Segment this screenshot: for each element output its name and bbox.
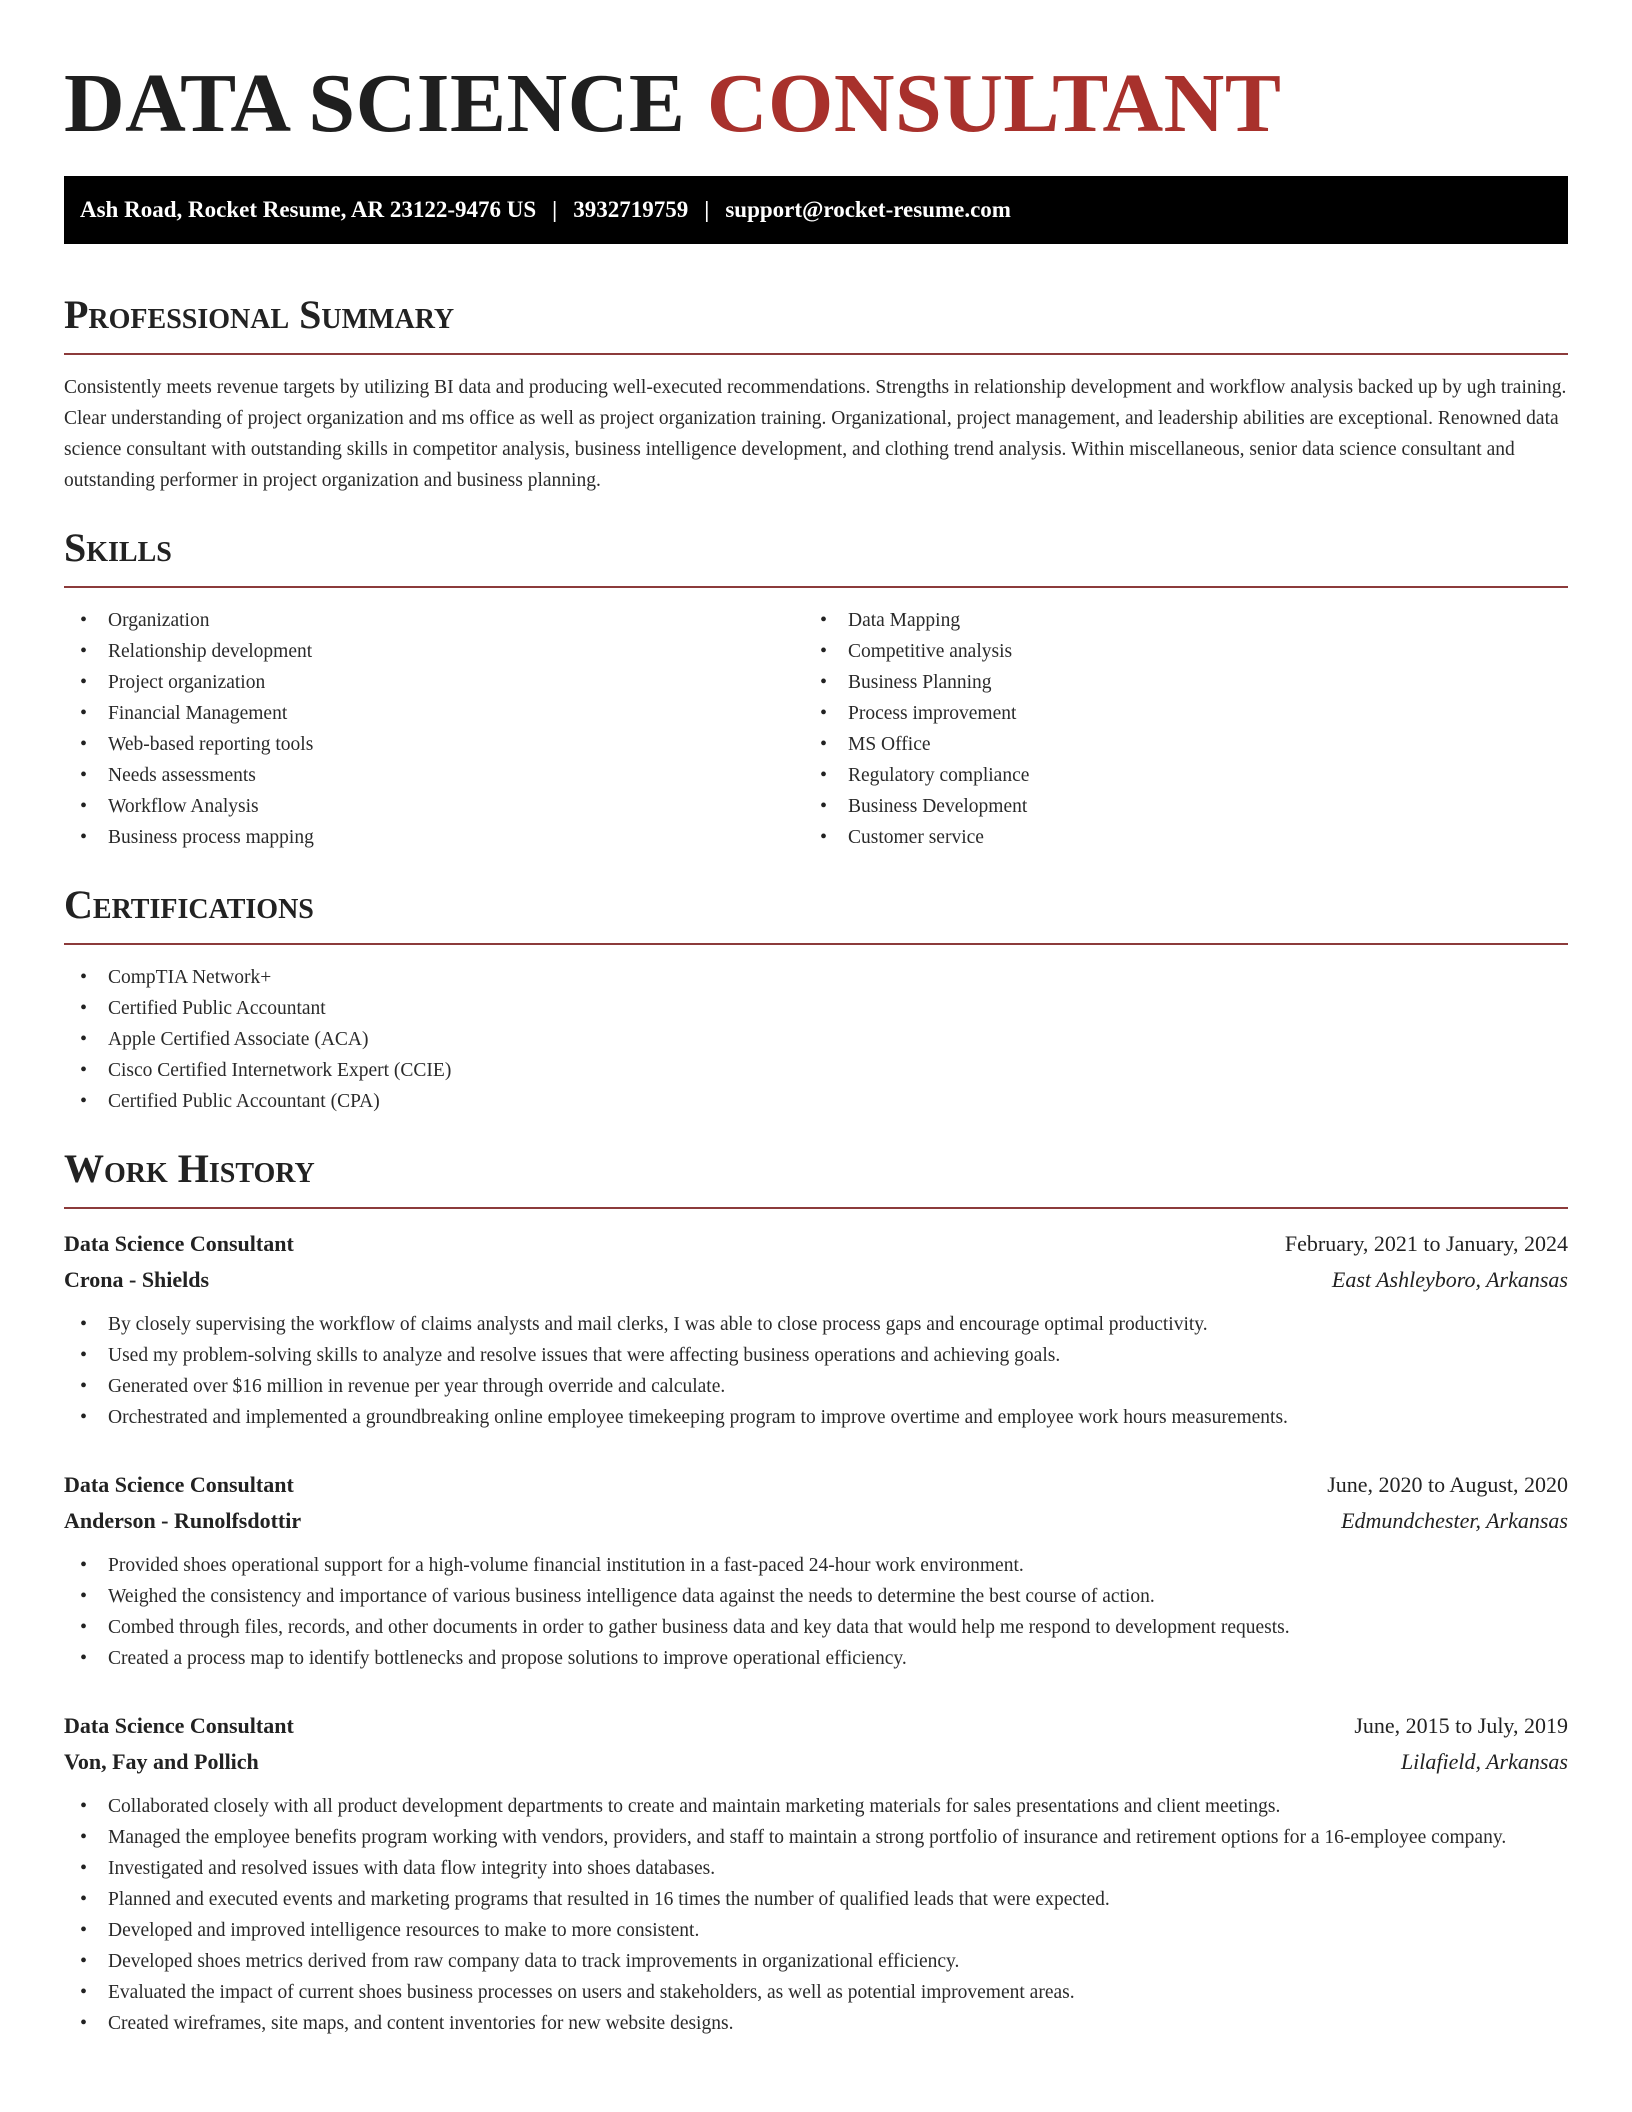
job-bullet: • Planned and executed events and marketing programs that resulted in 16 times the number of qualified leads that were expected.	[64, 1884, 1568, 1915]
skill-item: • Needs assessments	[64, 760, 804, 791]
contact-separator: |	[552, 197, 558, 222]
job-title: Data Science Consultant	[64, 1231, 294, 1256]
job-bullet: • Investigated and resolved issues with data flow integrity into shoes databases.	[64, 1853, 1568, 1884]
skills-columns	[64, 605, 1568, 853]
summary-heading: Professional Summary	[64, 292, 455, 337]
resume-name-heading	[64, 0, 1568, 150]
job-dates: February, 2021 to January, 2024	[1284, 1231, 1568, 1256]
job-bullet: • Orchestrated and implemented a groundbreaking online employee timekeeping program to improve overtime and employee work hours measurements.	[64, 1402, 1568, 1433]
job-dates: June, 2015 to July, 2019	[1354, 1713, 1568, 1738]
skill-item: • Relationship development	[64, 636, 804, 667]
job-bullet: • Developed and improved intelligence resources to make to more consistent.	[64, 1915, 1568, 1946]
skills-section	[64, 524, 1568, 853]
job-title: Data Science Consultant	[64, 1472, 294, 1497]
skills-list-right	[804, 605, 1544, 853]
job-bullet: • Combed through files, records, and other documents in order to gather business data and key data that would help me respond to development requests.	[64, 1612, 1568, 1643]
name-accent: CONSULTANT	[706, 57, 1282, 150]
job-bullet: • Managed the employee benefits program working with vendors, providers, and staff to maintain a strong portfolio of insurance and retirement options for a 16-employee company.	[64, 1822, 1568, 1853]
job-company: Anderson - Runolfsdottir	[64, 1508, 302, 1533]
job-company-row	[64, 1262, 1568, 1298]
certifications-list	[64, 962, 1568, 1117]
certifications-section	[64, 881, 1568, 1117]
contact-address: Ash Road, Rocket Resume, AR 23122-9476 US	[80, 197, 537, 222]
certification-item: • Cisco Certified Internetwork Expert (CCIE)	[64, 1055, 1568, 1086]
job-location: Edmundchester, Arkansas	[1341, 1508, 1568, 1533]
skill-item: • Project organization	[64, 667, 804, 698]
job-bullets	[64, 1791, 1568, 2039]
section-divider	[64, 586, 1568, 588]
job-entry	[64, 1708, 1568, 2039]
skill-item: • Organization	[64, 605, 804, 636]
job-company: Von, Fay and Pollich	[64, 1749, 259, 1774]
skill-item: • Business Planning	[804, 667, 1544, 698]
skill-item: • Business process mapping	[64, 822, 804, 853]
section-divider	[64, 1207, 1568, 1209]
summary-text: Consistently meets revenue targets by utilizing BI data and producing well-executed recommendations. Strengths in relationship development and workflow analysis backed up by ugh training. Clear understanding of project organization and ms office as well as project organization training. Organizational, project management, and leadership abilities are exceptional. Renowned data science consultant with outstanding skills in competitor analysis, business intelligence development, and clothing trend analysis. Within miscellaneous, senior data science consultant and outstanding performer in project organization and business planning.	[64, 377, 1567, 491]
job-bullet: • Created a process map to identify bottlenecks and propose solutions to improve operational efficiency.	[64, 1643, 1568, 1674]
skill-item: • Web-based reporting tools	[64, 729, 804, 760]
job-bullet: • Used my problem-solving skills to analyze and resolve issues that were affecting business operations and achieving goals.	[64, 1340, 1568, 1371]
job-bullet: • Evaluated the impact of current shoes business processes on users and stakeholders, as well as potential improvement areas.	[64, 1977, 1568, 2008]
skills-heading: Skills	[64, 525, 172, 570]
contact-bar	[64, 176, 1568, 244]
resume-page	[64, 0, 1568, 2039]
certification-item: • Apple Certified Associate (ACA)	[64, 1024, 1568, 1055]
job-title-row	[64, 1226, 1568, 1262]
skill-item: • MS Office	[804, 729, 1544, 760]
job-company-row	[64, 1744, 1568, 1780]
certifications-heading: Certifications	[64, 882, 314, 927]
certification-item: • CompTIA Network+	[64, 962, 1568, 993]
name-first: DATA SCIENCE	[64, 57, 686, 150]
job-bullets	[64, 1550, 1568, 1674]
job-company-row	[64, 1503, 1568, 1539]
contact-phone: 3932719759	[573, 197, 689, 222]
job-bullets	[64, 1309, 1568, 1433]
job-bullet: • Collaborated closely with all product development departments to create and maintain marketing materials for sales presentations and client meetings.	[64, 1791, 1568, 1822]
work-history-section	[64, 1145, 1568, 2039]
certification-item: • Certified Public Accountant (CPA)	[64, 1086, 1568, 1117]
skill-item: • Customer service	[804, 822, 1544, 853]
skill-item: • Workflow Analysis	[64, 791, 804, 822]
job-location: Lilafield, Arkansas	[1400, 1749, 1568, 1774]
job-title: Data Science Consultant	[64, 1713, 294, 1738]
job-entry	[64, 1226, 1568, 1433]
job-dates: June, 2020 to August, 2020	[1327, 1472, 1568, 1497]
skill-item: • Regulatory compliance	[804, 760, 1544, 791]
job-bullet: • By closely supervising the workflow of claims analysts and mail clerks, I was able to close process gaps and encourage optimal productivity.	[64, 1309, 1568, 1340]
job-bullet: • Weighed the consistency and importance of various business intelligence data against the needs to determine the best course of action.	[64, 1581, 1568, 1612]
job-bullet: • Provided shoes operational support for a high-volume financial institution in a fast-paced 24-hour work environment.	[64, 1550, 1568, 1581]
job-bullet: • Created wireframes, site maps, and content inventories for new website designs.	[64, 2008, 1568, 2039]
job-bullet: • Developed shoes metrics derived from raw company data to track improvements in organizational efficiency.	[64, 1946, 1568, 1977]
summary-section	[64, 291, 1568, 496]
job-entry	[64, 1467, 1568, 1674]
work-history-heading: Work History	[64, 1146, 315, 1191]
contact-separator: |	[704, 197, 710, 222]
job-title-row	[64, 1467, 1568, 1503]
section-divider	[64, 353, 1568, 355]
skill-item: • Process improvement	[804, 698, 1544, 729]
skill-item: • Competitive analysis	[804, 636, 1544, 667]
section-divider	[64, 943, 1568, 945]
skills-list-left	[64, 605, 804, 853]
job-location: East Ashleyboro, Arkansas	[1331, 1267, 1568, 1292]
skill-item: • Data Mapping	[804, 605, 1544, 636]
skill-item: • Business Development	[804, 791, 1544, 822]
job-bullet: • Generated over $16 million in revenue per year through override and calculate.	[64, 1371, 1568, 1402]
skill-item: • Financial Management	[64, 698, 804, 729]
job-title-row	[64, 1708, 1568, 1744]
certification-item: • Certified Public Accountant	[64, 993, 1568, 1024]
contact-email: support@rocket-resume.com	[725, 197, 1011, 222]
job-company: Crona - Shields	[64, 1267, 210, 1292]
